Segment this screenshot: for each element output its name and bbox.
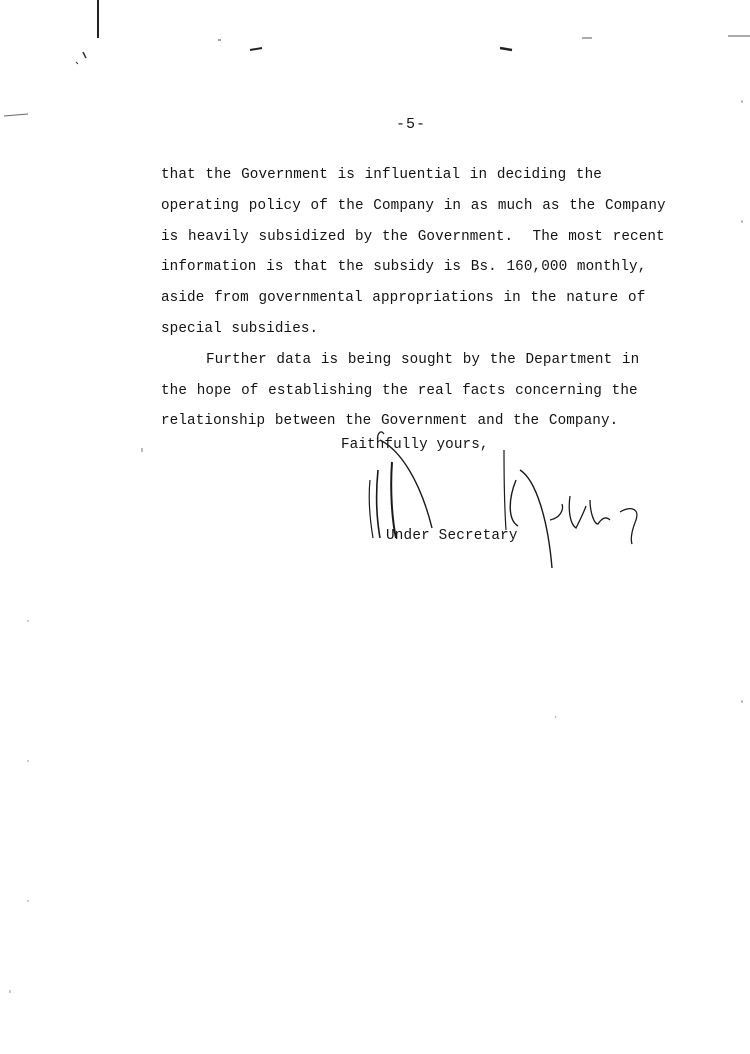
body-line: that the Government is influential in deciding the (161, 167, 602, 183)
body-line: relationship between the Government and the Company. (161, 413, 619, 430)
body-line: the hope of establishing the real facts concerning the (161, 382, 638, 399)
body-line: is heavily subsidized by the Government. The most recent (161, 228, 665, 245)
signature-title: Under Secretary (386, 528, 518, 544)
letter-body (161, 160, 691, 437)
body-line: information is that the subsidy is Bs. 160,000 monthly, (161, 259, 647, 276)
body-line: operating policy of the Company in as much as the Company (161, 197, 666, 214)
handwritten-signature-icon (340, 420, 660, 580)
closing-salutation: Faithfully yours, (341, 437, 489, 453)
body-line: special subsidies. (161, 320, 319, 337)
body-line: aside from governmental appropriations in the nature of (161, 290, 646, 307)
body-line: Further data is being sought by the Department in (206, 351, 640, 368)
paragraph-start (161, 345, 691, 376)
page-number: -5- (396, 116, 427, 133)
